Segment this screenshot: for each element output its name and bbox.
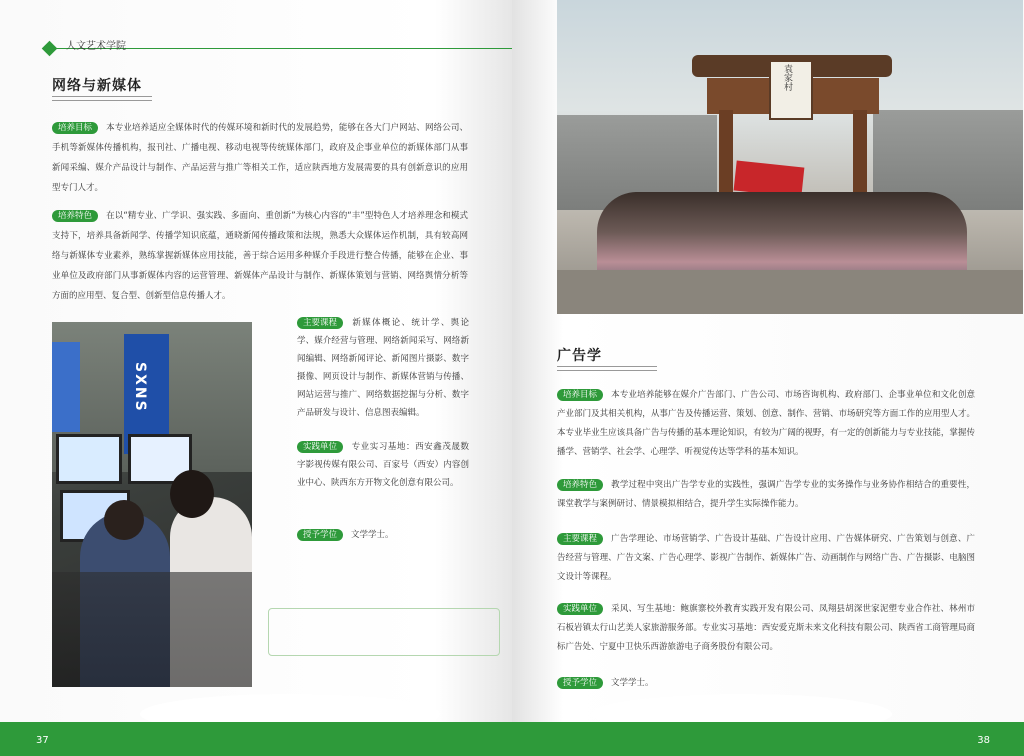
ad-courses-paragraph [557, 530, 975, 587]
courses-text: 新媒体概论、统计学、舆论学、媒介经营与管理、网络新闻采写、网络新闻编辑、网络新闻评论、新闻图片摄影、数字摄像、网页设计与制作、新媒体营销与传播、网站运营与推广、网络数据挖掘与分析、数字产品研发与设计、信息图表编辑。 [297, 318, 469, 418]
ad-feature-text: 教学过程中突出广告学专业的实践性，强调广告学专业的实务操作与业务协作相结合的重要性，课堂教学与案例研讨、情景模拟相结合，提升学生实际操作能力。 [557, 480, 975, 509]
degree-paragraph [297, 526, 469, 544]
person-blue-head [104, 500, 144, 540]
page-number-left: 37 [36, 735, 49, 746]
desk [52, 572, 252, 687]
page-number-right: 38 [977, 735, 990, 746]
goal-paragraph [52, 118, 468, 198]
person-white-head [170, 470, 214, 518]
map-panel [52, 342, 80, 432]
courses-tag: 主要课程 [297, 317, 343, 329]
section-title-underline [52, 96, 152, 101]
sign-text: SXNS [132, 362, 148, 413]
degree-tag: 授予学位 [297, 529, 343, 541]
ad-practice-paragraph [557, 600, 975, 657]
section-title-underline-right [557, 366, 657, 371]
ad-goal-text: 本专业培养能够在媒介广告部门、广告公司、市场咨询机构、政府部门、企事业单位和文化创意产业部门及其相关机构，从事广告及传播运营、策划、创意、制作、营销、市场研究等方面工作的应用型人才。本专业毕业生应该具备广告与传播的基本理论知识，有较为广阔的视野，有一定的创新能力与专业技能，掌握传播学、营销学、社会学、心理学、听视觉传达等学科的基本知识。 [557, 390, 975, 457]
ad-practice-tag: 实践单位 [557, 603, 603, 615]
header-left-text: 人文艺术学院 [66, 41, 126, 52]
header-diamond-icon [42, 41, 58, 57]
feature-text: 在以“精专业、广学识、强实践、多面向、重创新”为核心内容的“丰”型特色人才培养理念和模式支持下，培养具备新闻学、传播学知识底蕴，通晓新闻传播政策和法规，熟悉大众媒体运作机制，具有较高网络与新媒体专业素养，熟练掌握新媒体应用技能，善于综合运用多种媒介手段进行整合传播，能够在企业、事业单位及政府部门从事新媒体内容的运营管理、新媒体产品设计与制作、新媒体策划与营销、网络舆情分析等方面的应用型、复合型、创新型信息传播人才。 [52, 211, 468, 301]
feature-tag: 培养特色 [52, 210, 98, 222]
practice-text: 专业实习基地：西安鑫茂晟数字影视传媒有限公司、百家号（西安）内容创业中心、陕西东方开物文化创意有限公司。 [297, 442, 469, 488]
ground [557, 270, 1023, 314]
ad-degree-text: 文学学士。 [611, 678, 654, 688]
right-page [512, 0, 1024, 756]
footer-bar [0, 722, 512, 756]
footer-bar-right [512, 722, 1024, 756]
feature-paragraph [52, 206, 468, 306]
practice-tag: 实践单位 [297, 441, 343, 453]
studio-photo [52, 322, 252, 687]
goal-text: 本专业培养适应全媒体时代的传媒环境和新时代的发展趋势，能够在各大门户网站、网络公司、手机等新媒体传播机构，报刊社、广播电视、移动电视等传统媒体部门，政府及企事业单位的新媒体部门从事新闻采编、媒介产品设计与制作、产品运营与推广等相关工作，适应陕西地方发展需要的具有创新意识的应用型专门人才。 [52, 123, 468, 193]
ad-degree-tag: 授予学位 [557, 677, 603, 689]
group-photo [557, 0, 1023, 314]
ad-courses-tag: 主要课程 [557, 533, 603, 545]
courses-paragraph [297, 314, 469, 422]
ad-courses-text: 广告学理论、市场营销学、广告设计基础、广告设计应用、广告媒体研究、广告策划与创意、广告经营与管理、广告文案、广告心理学、影视广告制作、新媒体广告、动画制作与网络广告、广告摄影、电脑图文设计等课程。 [557, 534, 975, 582]
ad-goal-paragraph [557, 386, 975, 462]
ad-degree-paragraph [557, 674, 975, 693]
monitor-left [56, 434, 122, 484]
section-title-new-media: 网络与新媒体 [52, 78, 142, 94]
ad-feature-paragraph [557, 476, 975, 514]
degree-text: 文学学士。 [351, 530, 394, 540]
ad-practice-text: 采风、写生基地：鲍旗寨校外教育实践开发有限公司、凤翔县胡深世家泥塑专业合作社、林州市石板岩镇太行山艺美人家旅游服务部。专业实习基地：西安爱克斯未来文化科技有限公司、陕西省工商管理局商标广告处、宁夏中卫快乐西游旅游电子商务股份有限公司。 [557, 604, 975, 652]
ad-feature-tag: 培养特色 [557, 479, 603, 491]
ad-goal-tag: 培养目标 [557, 389, 603, 401]
section-title-advertising: 广告学 [557, 348, 602, 364]
practice-paragraph [297, 438, 469, 492]
gate-plaque-text: 袁家村 [782, 64, 792, 91]
watermark-logo [268, 608, 500, 656]
goal-tag: 培养目标 [52, 122, 98, 134]
